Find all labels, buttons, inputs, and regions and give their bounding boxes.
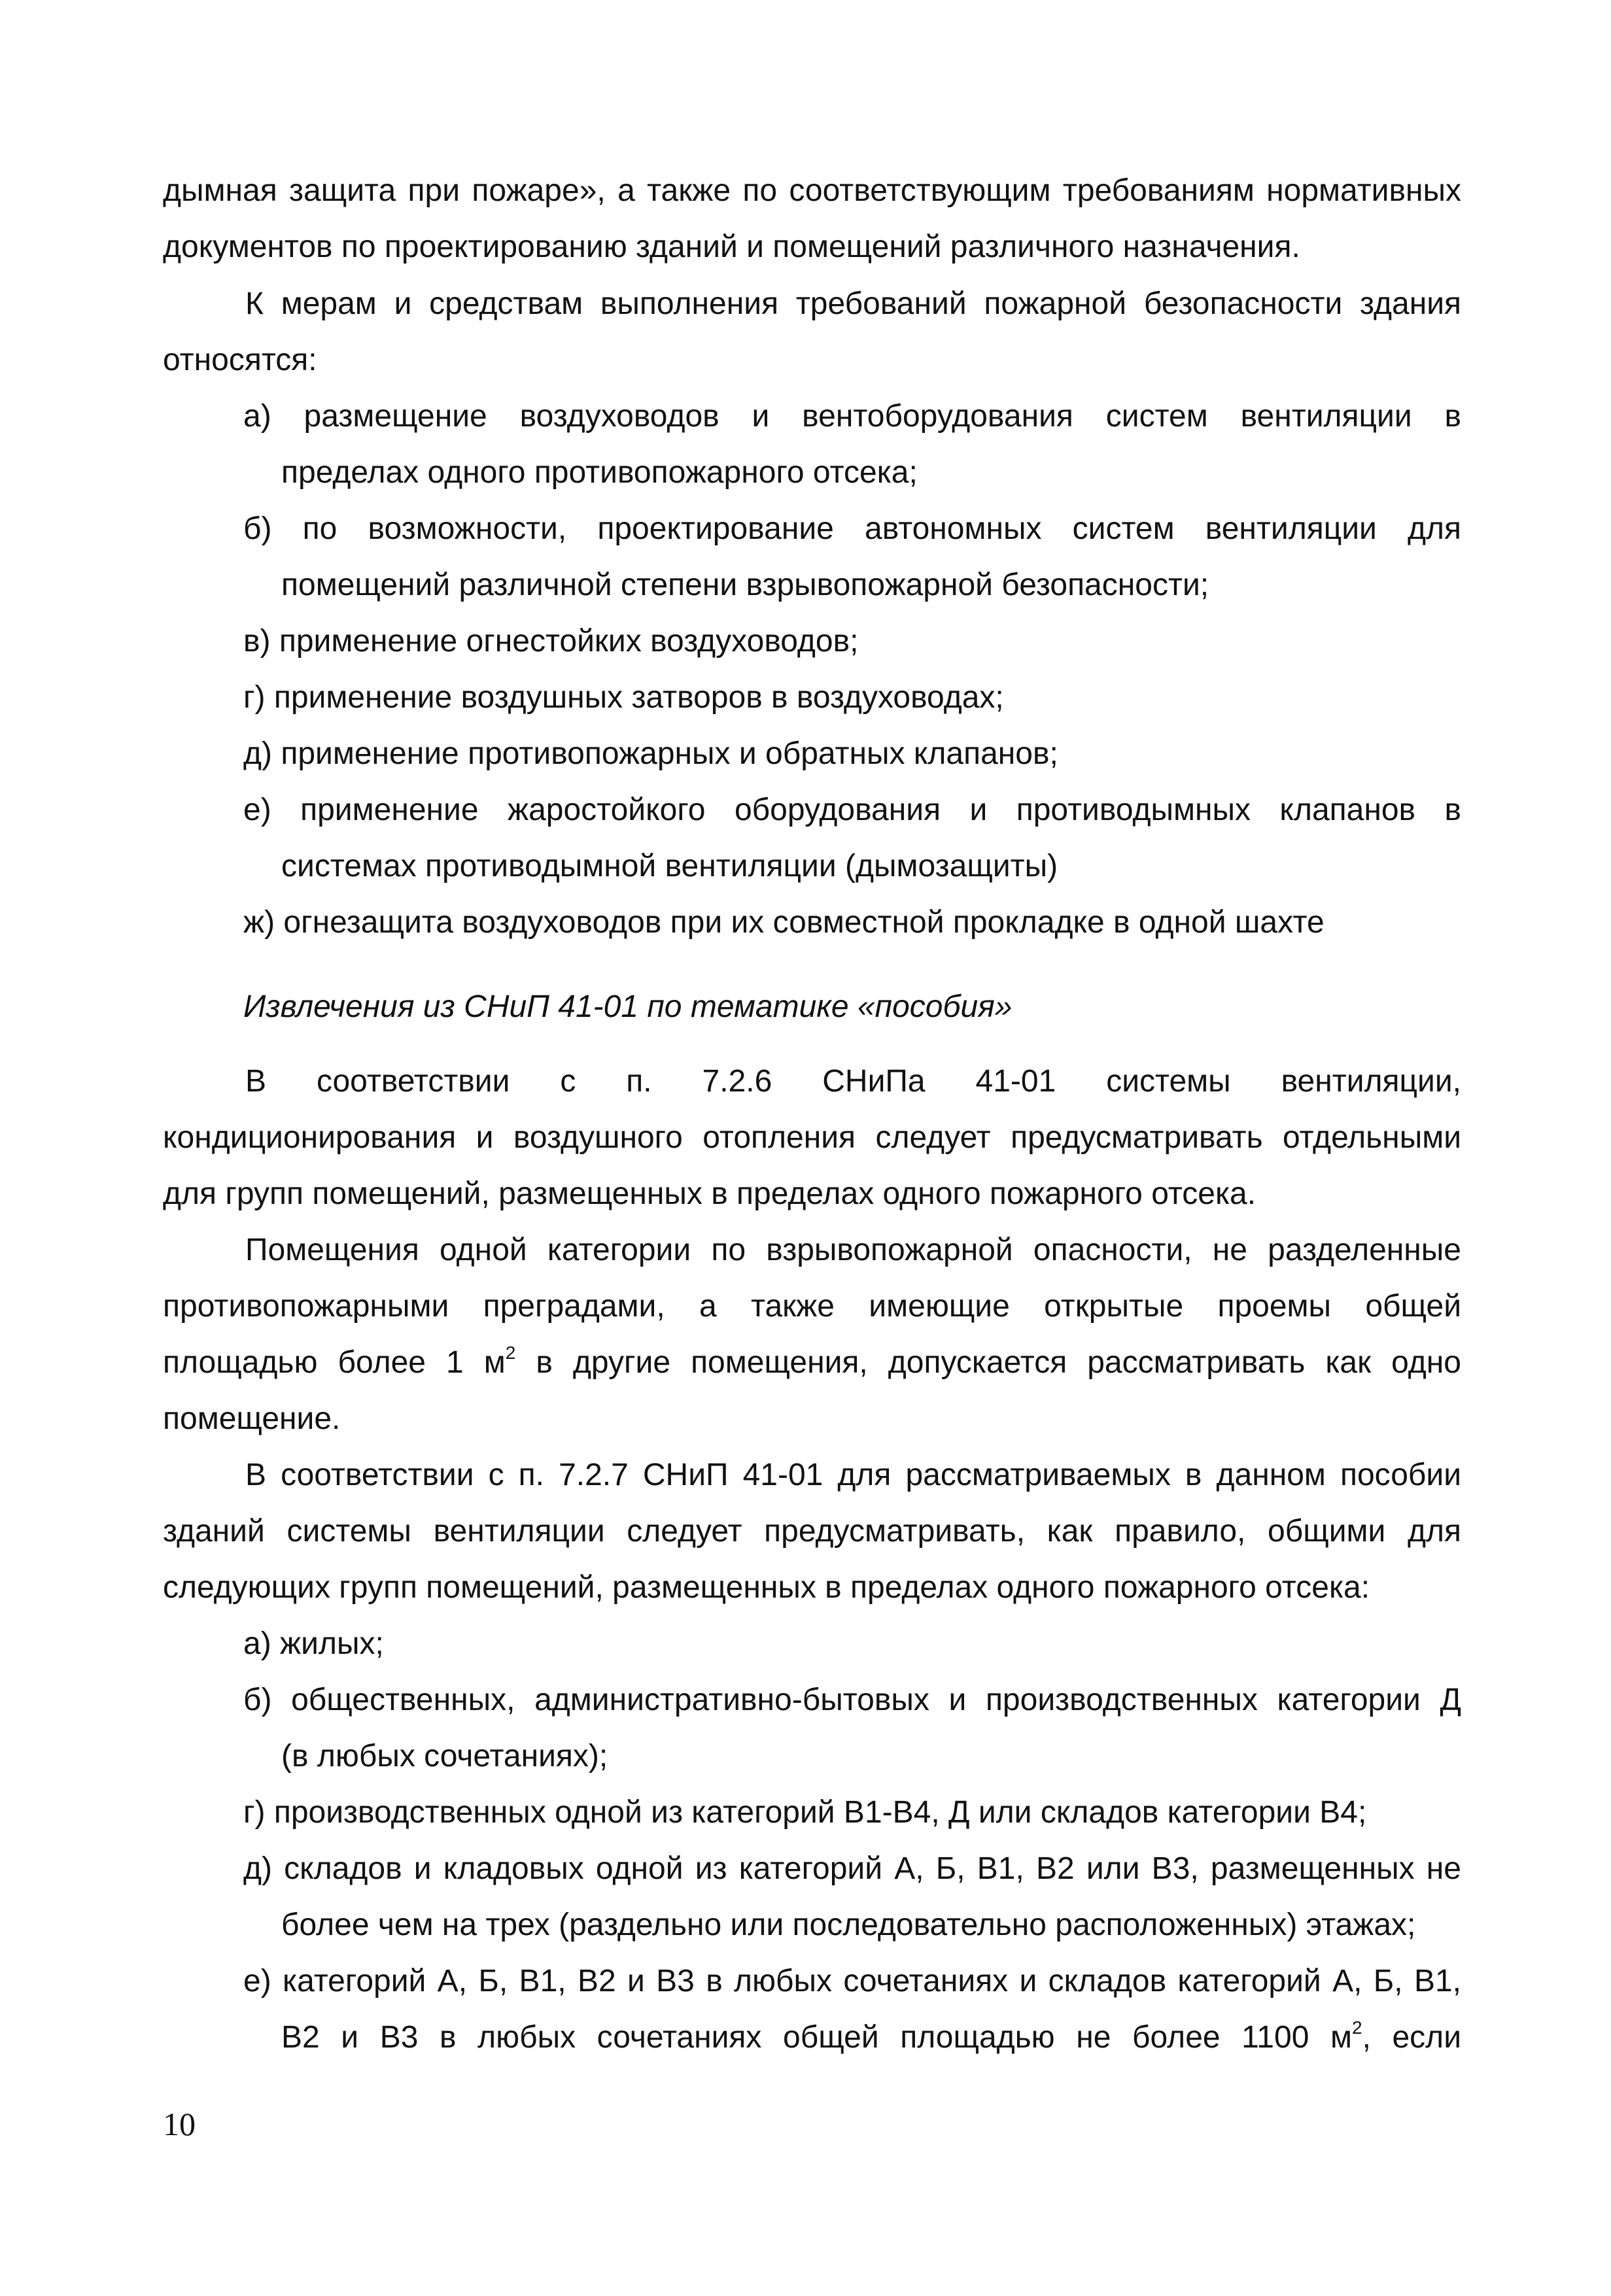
superscript: 2	[505, 1343, 516, 1363]
page-number: 10	[163, 2106, 196, 2142]
text-fragment: , если	[1362, 2020, 1462, 2055]
text-line: для групп помещений, размещенных в пределах одного пожарного отсека.	[163, 1176, 1256, 1211]
list-item-continuation: системах противодымной вентиляции (дымозащиты)	[281, 849, 1058, 883]
text-line: зданий системы вентиляции следует предусматривать, как правило, общими для	[163, 1514, 1461, 1549]
text-line: противопожарными преградами, а также имеющие открытые проемы общей	[163, 1289, 1461, 1324]
list-item: е) применение жаростойкого оборудования и противодымных клапанов в	[243, 793, 1461, 827]
text-line: В соответствии с п. 7.2.7 СНиП 41-01 для рассматриваемых в данном пособии	[245, 1458, 1461, 1492]
list-item: е) категорий А, Б, В1, В2 и В3 в любых сочетаниях и складов категорий А, Б, В1,	[243, 1964, 1461, 1998]
list-item: а) жилых;	[243, 1626, 384, 1661]
text-fragment: площадью более 1 м	[163, 1345, 506, 1380]
list-item: а) размещение воздуховодов и вентоборудования систем вентиляции в	[243, 399, 1461, 434]
text-line: следующих групп помещений, размещенных в пределах одного пожарного отсека:	[163, 1570, 1370, 1605]
list-item: г) производственных одной из категорий В1-В4, Д или складов категории В4;	[243, 1795, 1367, 1830]
superscript: 2	[1351, 2017, 1362, 2038]
text-fragment: в другие помещения, допускается рассматривать как одно	[515, 1345, 1461, 1380]
list-item-continuation	[281, 2018, 1461, 2057]
list-item: г) применение воздушных затворов в воздуховодах;	[243, 680, 1004, 715]
list-item-continuation: пределах одного противопожарного отсека;	[281, 455, 918, 490]
text-line: дымная защита при пожаре», а также по соответствующим требованиям нормативных	[163, 173, 1461, 208]
text-line: В соответствии с п. 7.2.6 СНиПа 41-01 системы вентиляции,	[245, 1064, 1461, 1099]
text-line: документов по проектированию зданий и помещений различного назначения.	[163, 230, 1300, 264]
text-line: относятся:	[163, 343, 317, 377]
list-item-continuation: (в любых сочетаниях);	[281, 1739, 608, 1773]
text-line	[163, 1343, 1461, 1382]
list-item: ж) огнезащита воздуховодов при их совместной прокладке в одной шахте	[243, 905, 1325, 940]
list-item-continuation: помещений различной степени взрывопожарной безопасности;	[281, 568, 1209, 602]
list-item: в) применение огнестойких воздуховодов;	[243, 624, 859, 659]
text-fragment: В2 и В3 в любых сочетаниях общей площадью не более 1100 м	[281, 2020, 1352, 2055]
list-item: б) по возможности, проектирование автономных систем вентиляции для	[243, 511, 1461, 546]
list-item: д) применение противопожарных и обратных клапанов;	[243, 736, 1058, 771]
text-line: Помещения одной категории по взрывопожарной опасности, не разделенные	[245, 1233, 1461, 1267]
section-heading: Извлечения из СНиП 41-01 по тематике «пособия»	[243, 989, 1013, 1024]
list-item: б) общественных, административно-бытовых и производственных категории Д	[243, 1683, 1461, 1717]
text-line: кондиционирования и воздушного отопления следует предусматривать отдельными	[163, 1120, 1461, 1155]
text-line: помещение.	[163, 1401, 341, 1436]
list-item: д) складов и кладовых одной из категорий А, Б, В1, В2 или В3, размещенных не	[243, 1851, 1461, 1886]
list-item-continuation: более чем на трех (раздельно или последовательно расположенных) этажах;	[281, 1908, 1416, 1942]
text-line: К мерам и средствам выполнения требований пожарной безопасности здания	[245, 286, 1461, 321]
